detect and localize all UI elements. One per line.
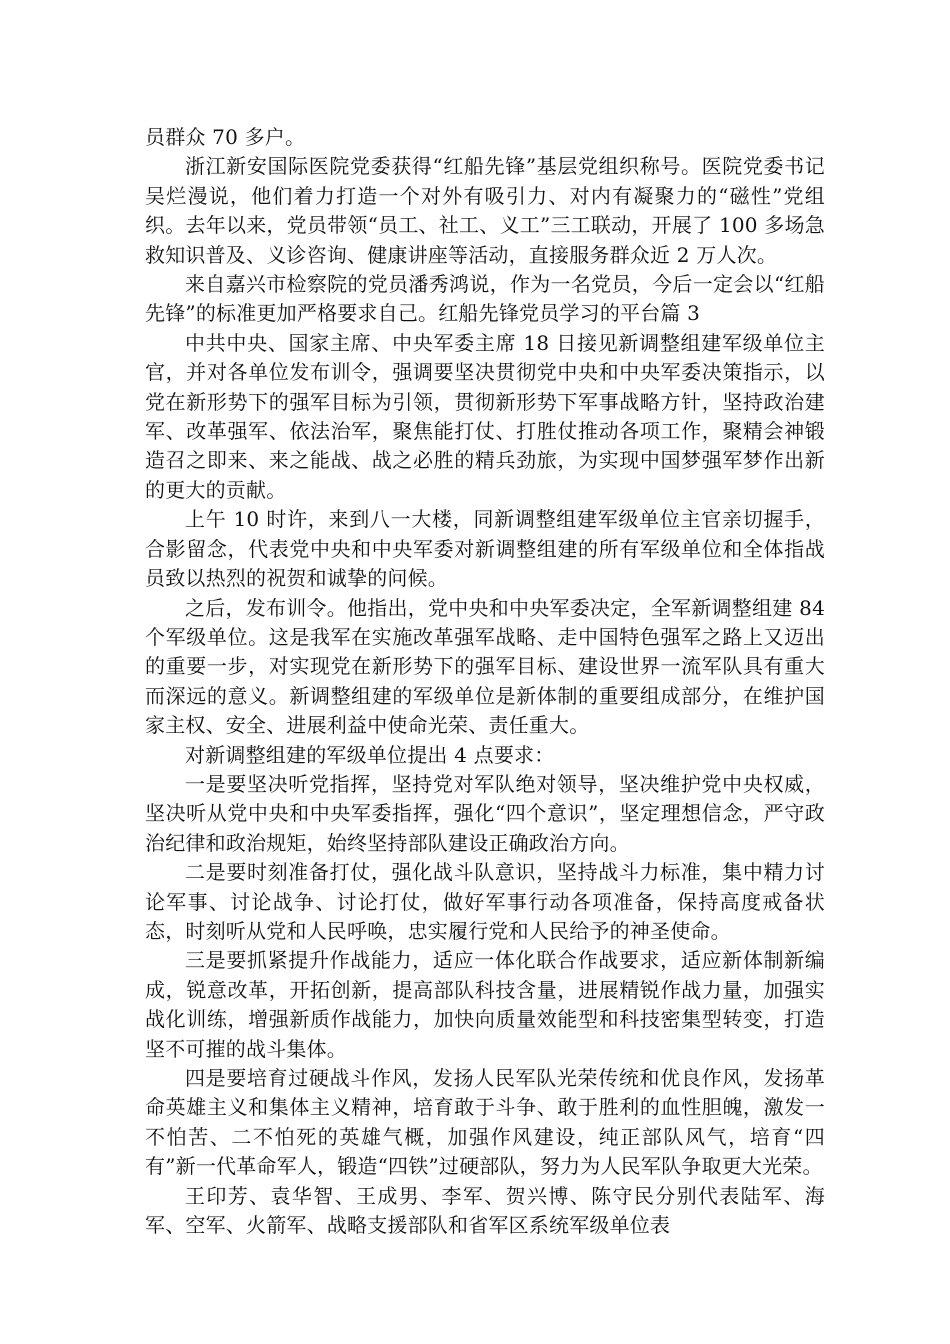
- paragraph-9: 二是要时刻准备打仗，强化战斗队意识，坚持战斗力标准，集中精力讨论军事、讨论战争、讨论打仗，做好军事行动各项准备，保持高度戒备状态，时刻听从党和人民呼唤，忠实履行党和人民给予的神圣使命。: [145, 860, 825, 943]
- paragraph-12: 王印芳、袁华智、王成男、李军、贺兴博、陈守民分别代表陆军、海军、空军、火箭军、战略支援部队和省军区系统军级单位表: [145, 1183, 825, 1238]
- paragraph-8: 一是要坚决听党指挥，坚持党对军队绝对领导，坚决维护党中央权威，坚决听从党中央和中央军委指挥，强化“四个意识”，坚定理想信念，严守政治纪律和政治规矩，始终坚持部队建设正确政治方向。: [145, 771, 825, 855]
- document-body: [145, 123, 825, 1240]
- paragraph-1: 员群众 70 多户。: [145, 125, 306, 149]
- paragraph-10: 三是要抓紧提升作战能力，适应一体化联合作战要求，适应新体制新编成，锐意改革，开拓创新，提高部队科技含量，进展精锐作战力量，加强实战化训练，增强新质作战能力，加快向质量效能型和科技密集型转变，打造坚不可摧的战斗集体。: [145, 948, 825, 1061]
- paragraph-11: 四是要培育过硬战斗作风，发扬人民军队光荣传统和优良作风，发扬革命英雄主义和集体主义精神，培育敢于斗争、敢于胜利的血性胆魄，激发一不怕苦、二不怕死的英雄气概，加强作风建设，纯正部队风气，培育“四有”新一代革命军人，锻造“四铁”过硬部队，努力为人民军队争取更大光荣。: [145, 1066, 825, 1179]
- paragraph-6: 之后，发布训令。他指出，党中央和中央军委决定，全军新调整组建 84 个军级单位。这是我军在实施改革强军战略、走中国特色强军之路上又迈出的重要一步，对实现党在新形势下的强军目标、建设世界一流军队具有重大而深远的意义。新调整组建的军级单位是新体制的重要组成部分，在维护国家主权、安全、进展利益中使命光荣、责任重大。: [145, 595, 825, 738]
- paragraph-4: 中共中央、国家主席、中央军委主席 18 日接见新调整组建军级单位主官，并对各单位发布训令，强调要坚决贯彻党中央和中央军委决策指示，以党在新形势下的强军目标为引领，贯彻新形势下军事战略方针，坚持政治建军、改革强军、依法治军，聚焦能打仗、打胜仗推动各项工作，聚精会神锻造召之即来、来之能战、战之必胜的精兵劲旅，为实现中国梦强军梦作出新的更大的贡献。: [145, 330, 825, 502]
- paragraph-7: 对新调整组建的军级单位提出 4 点要求：: [185, 742, 555, 767]
- paragraph-2: 浙江新安国际医院党委获得“红船先锋”基层党组织称号。医院党委书记吴烂漫说，他们着力打造一个对外有吸引力、对内有凝聚力的“磁性”党组织。去年以来，党员带领“员工、社工、义工”三工联动，开展了 100 多场急救知识普及、义诊咨询、健康讲座等活动，直接服务群众近 2 万人次。: [145, 154, 825, 267]
- paragraph-5: 上午 10 时许，来到八一大楼，同新调整组建军级单位主官亲切握手，合影留念，代表党中央和中央军委对新调整组建的所有军级单位和全体指战员致以热烈的祝贺和诚挚的问候。: [145, 507, 825, 591]
- paragraph-3: 来自嘉兴市检察院的党员潘秀鸿说，作为一名党员，今后一定会以“红船先锋”的标准更加严格要求自己。红船先锋党员学习的平台篇 3: [145, 272, 825, 326]
